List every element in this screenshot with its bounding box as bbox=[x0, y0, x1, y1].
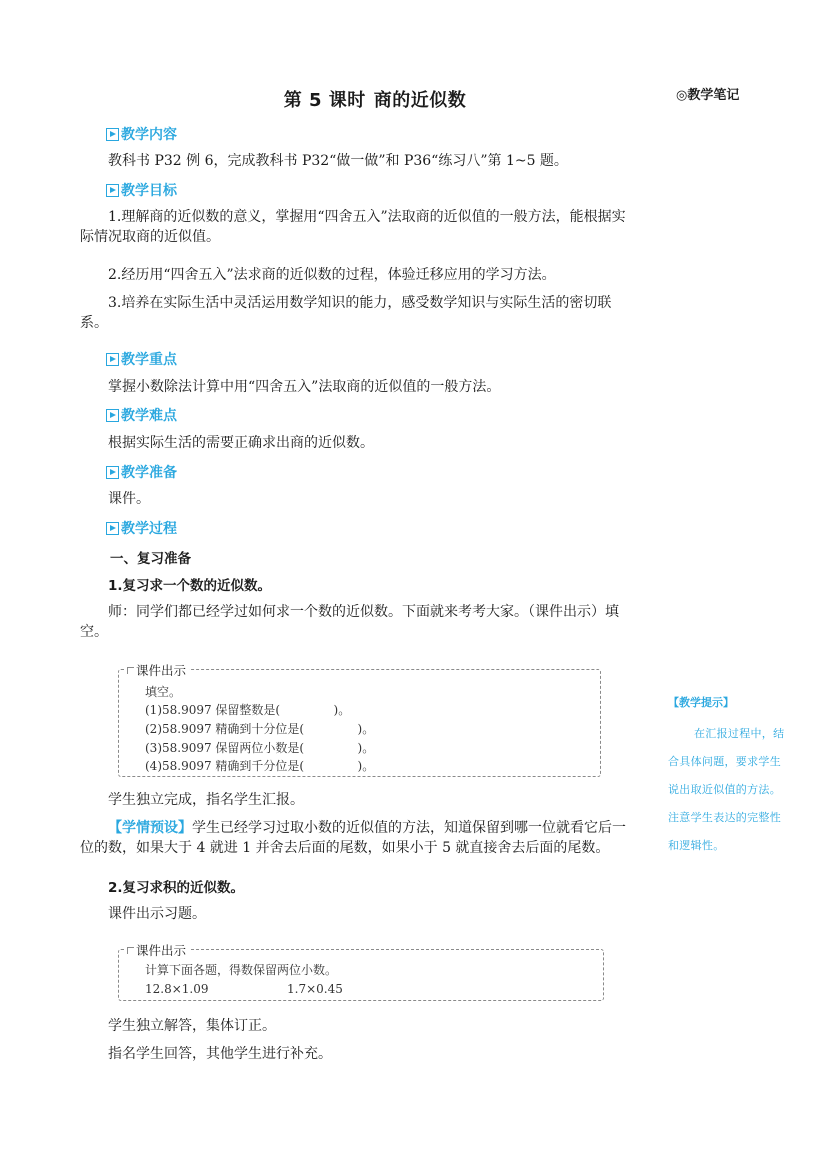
play-icon bbox=[106, 522, 119, 535]
section-key-points-heading: 教学重点 bbox=[106, 349, 177, 369]
after-box-2-text-1: 学生独立解答，集体订正。 bbox=[108, 1018, 276, 1034]
teacher-line: 师：同学们都已经学过如何求一个数的近似数。下面就来考考大家。（课件出示）填空。 bbox=[80, 604, 619, 640]
goal-1: 1.理解商的近似数的意义，掌握用“四舍五入”法取商的近似值的一般方法，能根据实际情况取商的近似值。 bbox=[80, 209, 626, 245]
teaching-tip-heading: 【教学提示】 bbox=[668, 696, 734, 709]
section-process-heading: 教学过程 bbox=[106, 518, 177, 538]
box-1-item-1: (1)58.9097 保留整数是( )。 bbox=[145, 703, 351, 717]
box-2-instruction: 计算下面各题，得数保留两位小数。 bbox=[145, 963, 338, 977]
goal-2: 2.经历用“四舍五入”法求商的近似数的过程，体验迁移应用的学习方法。 bbox=[108, 267, 556, 283]
content-text: 教科书 P32 例 6，完成教科书 P32“做一做”和 P36“练习八”第 1~5 题。 bbox=[108, 153, 568, 169]
page-title bbox=[0, 86, 750, 112]
section-difficulties-heading: 教学难点 bbox=[106, 405, 177, 425]
after-box-1-text: 学生独立完成，指名学生汇报。 bbox=[108, 792, 304, 808]
section-preparation-heading: 教学准备 bbox=[106, 462, 177, 482]
step-1-subheading: 1.复习求一个数的近似数。 bbox=[108, 578, 272, 594]
preset-text: 学生已经学习过取小数的近似值的方法，知道保留到哪一位就看它后一位的数，如果大于 4 就进 1 并舍去后面的尾数，如果小于 5 就直接舍去后面的尾数。 bbox=[80, 820, 626, 856]
step-2-intro: 课件出示习题。 bbox=[108, 906, 206, 922]
box-1-item-2: (2)58.9097 精确到十分位是( )。 bbox=[145, 722, 375, 736]
preparation-text: 课件。 bbox=[108, 491, 150, 507]
lesson-number: 第 5 课时 bbox=[283, 90, 366, 111]
box-2-expression-1: 12.8×1.09 bbox=[145, 982, 209, 996]
play-icon bbox=[106, 466, 119, 479]
step-1-heading: 一、复习准备 bbox=[110, 551, 191, 567]
section-content-heading: 教学内容 bbox=[106, 124, 177, 144]
play-icon bbox=[106, 128, 119, 141]
box-1-item-3: (3)58.9097 保留两位小数是( )。 bbox=[145, 741, 375, 755]
box-1-instruction: 填空。 bbox=[145, 685, 182, 699]
goal-3: 3.培养在实际生活中灵活运用数学知识的能力，感受数学知识与实际生活的密切联系。 bbox=[80, 295, 612, 331]
box-2-expression-2: 1.7×0.45 bbox=[287, 982, 343, 996]
preset-paragraph bbox=[80, 818, 636, 858]
after-box-2-text-2: 指名学生回答，其他学生进行补充。 bbox=[108, 1046, 332, 1062]
play-icon bbox=[106, 353, 119, 366]
courseware-box-2-label: 课件出示 bbox=[124, 941, 189, 959]
section-goals-heading: 教学目标 bbox=[106, 180, 177, 200]
play-icon bbox=[106, 409, 119, 422]
step-2-subheading: 2.复习求积的近似数。 bbox=[108, 880, 245, 896]
play-icon bbox=[106, 184, 119, 197]
teaching-tip-text: 在汇报过程中，结合具体问题，要求学生说出取近似值的方法。注意学生表达的完整性和逻辑性。 bbox=[668, 727, 785, 852]
lesson-topic: 商的近似数 bbox=[373, 90, 467, 111]
key-points-text: 掌握小数除法计算中用“四舍五入”法取商的近似值的一般方法。 bbox=[108, 379, 501, 395]
teaching-notes-label: ◎教学笔记 bbox=[676, 88, 740, 103]
box-1-item-4: (4)58.9097 精确到千分位是( )。 bbox=[145, 759, 375, 773]
courseware-box-1-label: 课件出示 bbox=[124, 661, 189, 679]
difficulties-text: 根据实际生活的需要正确求出商的近似数。 bbox=[108, 435, 374, 451]
preset-label: 【学情预设】 bbox=[108, 820, 192, 836]
